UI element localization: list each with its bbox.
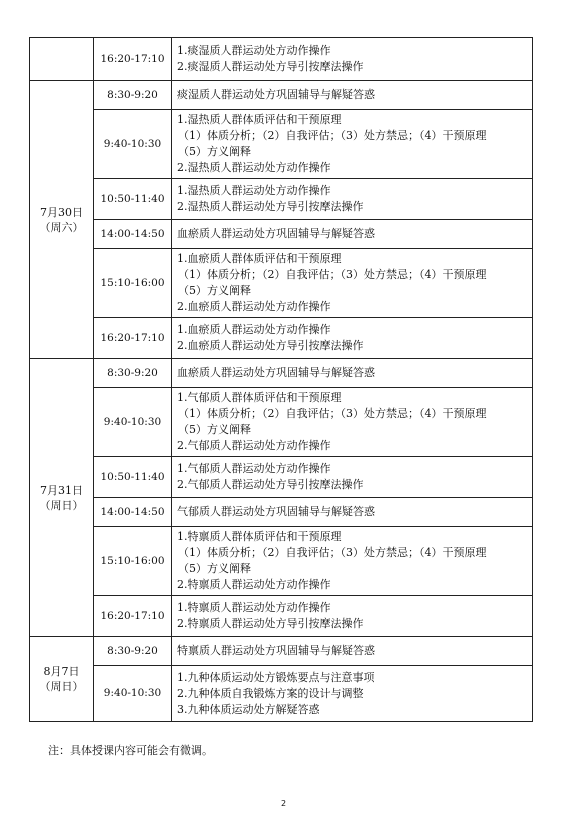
footnote: 注：具体授课内容可能会有微调。 — [48, 744, 213, 757]
course-content — [172, 596, 533, 637]
course-content — [172, 498, 533, 527]
content-line: （5）方义阐释 — [178, 284, 251, 297]
schedule-row — [30, 220, 533, 249]
course-content — [172, 388, 533, 457]
schedule-row — [30, 359, 533, 388]
content-line: （1）体质分析；（2）自我评估；（3）处方禁忌；（4）干预原理 — [178, 129, 487, 142]
content-line: 2.血瘀质人群运动处方导引按摩法操作 — [177, 339, 364, 352]
course-content — [172, 110, 533, 179]
course-content — [172, 527, 533, 596]
schedule-row — [30, 81, 533, 110]
time-slot: 9:40-10:30 — [94, 388, 172, 457]
schedule-row — [30, 388, 533, 457]
course-content — [172, 359, 533, 388]
date-cell — [30, 81, 94, 359]
schedule-row — [30, 666, 533, 722]
content-line: 3.九种体质运动处方解疑答惑 — [177, 702, 320, 716]
course-content — [172, 318, 533, 359]
content-line: 2.特禀质人群运动处方导引按摩法操作 — [177, 617, 364, 630]
content-line: （1）体质分析；（2）自我评估；（3）处方禁忌；（4）干预原理 — [178, 407, 487, 420]
content-line: 1.九种体质运动处方锻炼要点与注意事项 — [177, 670, 375, 684]
time-slot: 9:40-10:30 — [94, 666, 172, 722]
content-line: 1.特禀质人群运动处方动作操作 — [177, 601, 331, 614]
content-line: 1.湿热质人群体质评估和干预原理 — [177, 113, 342, 126]
content-line: （5）方义阐释 — [178, 423, 251, 436]
date-label: 7月31日 — [40, 483, 83, 497]
schedule-table — [29, 37, 533, 722]
time-slot: 8:30-9:20 — [94, 637, 172, 666]
course-content — [172, 81, 533, 110]
content-line: 1.血瘀质人群运动处方动作操作 — [177, 323, 331, 336]
date-cell — [30, 637, 94, 722]
time-slot: 15:10-16:00 — [94, 527, 172, 596]
weekday-label: （周日） — [39, 498, 84, 512]
time-slot: 10:50-11:40 — [94, 179, 172, 220]
course-content — [172, 666, 533, 722]
content-line: 血瘀质人群运动处方巩固辅导与解疑答惑 — [177, 227, 375, 240]
content-line: 1.湿热质人群运动处方动作操作 — [177, 184, 331, 197]
content-line: 痰湿质人群运动处方巩固辅导与解疑答惑 — [177, 88, 375, 101]
content-line: 血瘀质人群运动处方巩固辅导与解疑答惑 — [177, 366, 375, 379]
schedule-row — [30, 498, 533, 527]
schedule-row — [30, 38, 533, 81]
content-line: 2.血瘀质人群运动处方动作操作 — [177, 300, 331, 313]
schedule-row — [30, 179, 533, 220]
time-slot: 16:20-17:10 — [94, 596, 172, 637]
time-slot: 8:30-9:20 — [94, 81, 172, 110]
course-content — [172, 179, 533, 220]
content-line: 1.血瘀质人群体质评估和干预原理 — [177, 252, 342, 265]
date-label: 8月7日 — [43, 665, 80, 678]
content-line: 1.特禀质人群体质评估和干预原理 — [177, 530, 342, 543]
content-line: 气郁质人群运动处方巩固辅导与解疑答惑 — [177, 505, 375, 518]
schedule-row — [30, 596, 533, 637]
time-slot: 15:10-16:00 — [94, 249, 172, 318]
content-line: （5）方义阐释 — [178, 145, 251, 158]
schedule-row — [30, 318, 533, 359]
content-line: 1.痰湿质人群运动处方动作操作 — [177, 44, 331, 57]
time-slot: 8:30-9:20 — [94, 359, 172, 388]
date-cell — [30, 359, 94, 637]
schedule-row — [30, 110, 533, 179]
schedule-body — [30, 38, 533, 722]
content-line: 特禀质人群运动处方巩固辅导与解疑答惑 — [177, 644, 375, 657]
page-number: 2 — [280, 799, 287, 808]
content-line: 2.湿热质人群运动处方动作操作 — [177, 161, 331, 174]
course-content — [172, 220, 533, 249]
time-slot: 14:00-14:50 — [94, 220, 172, 249]
content-line: 2.湿热质人群运动处方导引按摩法操作 — [177, 200, 364, 213]
schedule-row — [30, 457, 533, 498]
time-slot: 9:40-10:30 — [94, 110, 172, 179]
time-slot: 16:20-17:10 — [94, 38, 172, 81]
course-content — [172, 457, 533, 498]
weekday-label: （周六） — [39, 220, 84, 234]
content-line: （5）方义阐释 — [178, 562, 251, 575]
time-slot: 16:20-17:10 — [94, 318, 172, 359]
weekday-label: （周日） — [39, 680, 84, 693]
content-line: 1.气郁质人群体质评估和干预原理 — [177, 391, 342, 404]
date-label: 7月30日 — [40, 205, 83, 219]
schedule-row — [30, 249, 533, 318]
schedule-row — [30, 637, 533, 666]
content-line: 2.九种体质自我锻炼方案的设计与调整 — [177, 686, 364, 700]
schedule-row — [30, 527, 533, 596]
content-line: 1.气郁质人群运动处方动作操作 — [177, 462, 331, 475]
course-content — [172, 637, 533, 666]
content-line: 2.气郁质人群运动处方动作操作 — [177, 439, 331, 452]
content-line: 2.特禀质人群运动处方动作操作 — [177, 578, 331, 591]
content-line: （1）体质分析；（2）自我评估；（3）处方禁忌；（4）干预原理 — [178, 268, 487, 281]
course-content — [172, 38, 533, 81]
course-content — [172, 249, 533, 318]
date-cell — [30, 38, 94, 81]
content-line: 2.痰湿质人群运动处方导引按摩法操作 — [177, 60, 364, 73]
content-line: 2.气郁质人群运动处方导引按摩法操作 — [177, 478, 364, 491]
content-line: （1）体质分析；（2）自我评估；（3）处方禁忌；（4）干预原理 — [178, 546, 487, 559]
time-slot: 10:50-11:40 — [94, 457, 172, 498]
time-slot: 14:00-14:50 — [94, 498, 172, 527]
